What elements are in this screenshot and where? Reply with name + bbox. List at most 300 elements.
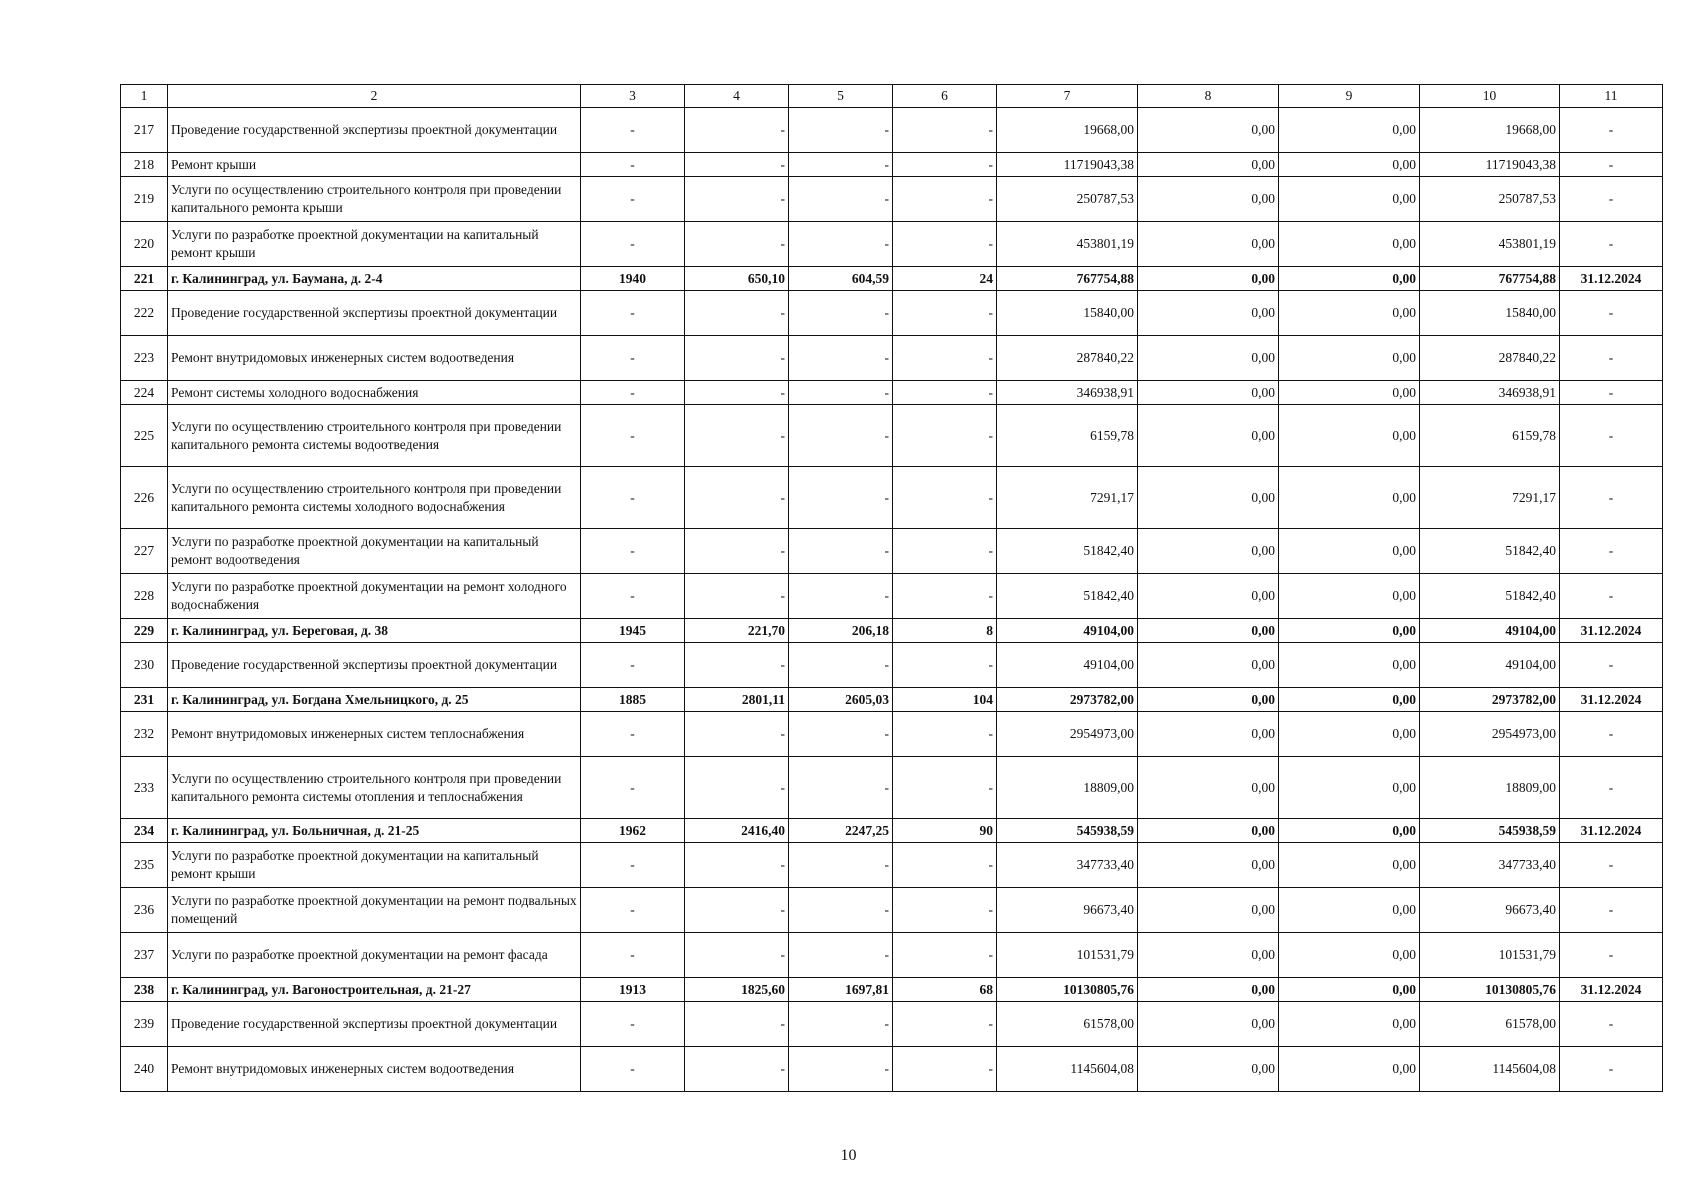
cell-col8: 0,00	[1138, 712, 1279, 757]
cell-col6: -	[893, 405, 997, 467]
item-name: Услуги по осуществлению строительного контроля при проведении капитального ремонта системы холодного водоснабжения	[168, 467, 581, 529]
cell-col8: 0,00	[1138, 843, 1279, 888]
cell-col6: -	[893, 1002, 997, 1047]
cell-col3: -	[581, 712, 685, 757]
cell-col4: -	[685, 177, 789, 222]
cell-col5: -	[789, 712, 893, 757]
cell-col6: -	[893, 574, 997, 619]
cell-col7: 767754,88	[997, 267, 1138, 291]
address-row	[121, 688, 1663, 712]
cell-col3: -	[581, 108, 685, 153]
cell-col8: 0,00	[1138, 267, 1279, 291]
cell-col3: -	[581, 336, 685, 381]
column-number-row	[121, 85, 1663, 108]
cell-col3: -	[581, 291, 685, 336]
address-row	[121, 819, 1663, 843]
cell-col6: 24	[893, 267, 997, 291]
item-name: Ремонт внутридомовых инженерных систем теплоснабжения	[168, 712, 581, 757]
cell-col4: -	[685, 888, 789, 933]
cell-col4: -	[685, 574, 789, 619]
cell-col10: 545938,59	[1420, 819, 1560, 843]
row-number: 236	[121, 888, 168, 933]
cell-col7: 18809,00	[997, 757, 1138, 819]
cell-col11: -	[1560, 108, 1663, 153]
cell-col9: 0,00	[1279, 757, 1420, 819]
cell-col10: 7291,17	[1420, 467, 1560, 529]
cell-col9: 0,00	[1279, 336, 1420, 381]
cell-col6: -	[893, 757, 997, 819]
cell-col5: 2247,25	[789, 819, 893, 843]
cell-col11: -	[1560, 529, 1663, 574]
column-number-header: 3	[581, 85, 685, 108]
cell-col5: -	[789, 177, 893, 222]
cell-col7: 49104,00	[997, 619, 1138, 643]
cell-col10: 347733,40	[1420, 843, 1560, 888]
table-row	[121, 1002, 1663, 1047]
cell-col11: -	[1560, 467, 1663, 529]
table-row	[121, 108, 1663, 153]
item-name: г. Калининград, ул. Вагоностроительная, д. 21-27	[168, 978, 581, 1002]
table-row	[121, 529, 1663, 574]
cell-col5: -	[789, 1002, 893, 1047]
cell-col9: 0,00	[1279, 688, 1420, 712]
cell-col8: 0,00	[1138, 381, 1279, 405]
cell-col9: 0,00	[1279, 405, 1420, 467]
item-name: г. Калининград, ул. Баумана, д. 2-4	[168, 267, 581, 291]
cell-col4: -	[685, 529, 789, 574]
column-number-header: 1	[121, 85, 168, 108]
cell-col11: -	[1560, 381, 1663, 405]
cell-col11: -	[1560, 405, 1663, 467]
cell-col11: -	[1560, 712, 1663, 757]
item-name: Услуги по разработке проектной документации на капитальный ремонт крыши	[168, 222, 581, 267]
cell-col7: 250787,53	[997, 177, 1138, 222]
table-row	[121, 888, 1663, 933]
row-number: 222	[121, 291, 168, 336]
cell-col5: -	[789, 1047, 893, 1092]
page-number: 10	[840, 1147, 857, 1164]
cell-col6: -	[893, 529, 997, 574]
table-row	[121, 467, 1663, 529]
cell-col8: 0,00	[1138, 619, 1279, 643]
cell-col8: 0,00	[1138, 291, 1279, 336]
cell-col4: 221,70	[685, 619, 789, 643]
cell-col3: -	[581, 574, 685, 619]
cell-col5: -	[789, 291, 893, 336]
row-number: 218	[121, 153, 168, 177]
cell-col3: -	[581, 643, 685, 688]
cell-col10: 250787,53	[1420, 177, 1560, 222]
cell-col11: 31.12.2024	[1560, 267, 1663, 291]
cell-col6: -	[893, 467, 997, 529]
table-row	[121, 933, 1663, 978]
cell-col4: -	[685, 336, 789, 381]
cell-col7: 545938,59	[997, 819, 1138, 843]
cell-col9: 0,00	[1279, 843, 1420, 888]
cell-col10: 101531,79	[1420, 933, 1560, 978]
cell-col3: 1962	[581, 819, 685, 843]
table-body	[121, 108, 1663, 1092]
item-name: Ремонт внутридомовых инженерных систем водоотведения	[168, 1047, 581, 1092]
cell-col6: -	[893, 643, 997, 688]
column-number-header: 11	[1560, 85, 1663, 108]
cell-col4: -	[685, 757, 789, 819]
cell-col8: 0,00	[1138, 467, 1279, 529]
cell-col9: 0,00	[1279, 153, 1420, 177]
item-name: Услуги по разработке проектной документации на ремонт фасада	[168, 933, 581, 978]
row-number: 219	[121, 177, 168, 222]
cell-col3: -	[581, 153, 685, 177]
cell-col4: 1825,60	[685, 978, 789, 1002]
cell-col5: -	[789, 529, 893, 574]
table-row	[121, 1047, 1663, 1092]
cell-col4: 2416,40	[685, 819, 789, 843]
row-number: 235	[121, 843, 168, 888]
cell-col9: 0,00	[1279, 933, 1420, 978]
table-row	[121, 222, 1663, 267]
cell-col9: 0,00	[1279, 381, 1420, 405]
row-number: 240	[121, 1047, 168, 1092]
cell-col5: -	[789, 381, 893, 405]
column-number-header: 4	[685, 85, 789, 108]
cell-col5: 1697,81	[789, 978, 893, 1002]
cell-col10: 51842,40	[1420, 574, 1560, 619]
row-number: 217	[121, 108, 168, 153]
cell-col7: 49104,00	[997, 643, 1138, 688]
cell-col9: 0,00	[1279, 529, 1420, 574]
item-name: Услуги по осуществлению строительного контроля при проведении капитального ремонта системы отопления и теплоснабжения	[168, 757, 581, 819]
cell-col9: 0,00	[1279, 467, 1420, 529]
cell-col4: -	[685, 108, 789, 153]
row-number: 233	[121, 757, 168, 819]
cell-col9: 0,00	[1279, 888, 1420, 933]
cell-col11: -	[1560, 1047, 1663, 1092]
cell-col7: 347733,40	[997, 843, 1138, 888]
cell-col10: 61578,00	[1420, 1002, 1560, 1047]
cell-col5: -	[789, 405, 893, 467]
cell-col6: -	[893, 933, 997, 978]
cell-col11: -	[1560, 336, 1663, 381]
cell-col3: -	[581, 757, 685, 819]
cell-col3: -	[581, 1002, 685, 1047]
item-name: Ремонт внутридомовых инженерных систем водоотведения	[168, 336, 581, 381]
cell-col9: 0,00	[1279, 619, 1420, 643]
cell-col8: 0,00	[1138, 933, 1279, 978]
column-number-header: 9	[1279, 85, 1420, 108]
column-number-header: 6	[893, 85, 997, 108]
cell-col9: 0,00	[1279, 222, 1420, 267]
cell-col8: 0,00	[1138, 108, 1279, 153]
cell-col11: -	[1560, 291, 1663, 336]
cell-col8: 0,00	[1138, 529, 1279, 574]
cell-col10: 6159,78	[1420, 405, 1560, 467]
cell-col6: 104	[893, 688, 997, 712]
cell-col8: 0,00	[1138, 819, 1279, 843]
item-name: Услуги по разработке проектной документации на капитальный ремонт крыши	[168, 843, 581, 888]
item-name: Проведение государственной экспертизы проектной документации	[168, 643, 581, 688]
cell-col9: 0,00	[1279, 819, 1420, 843]
cell-col4: -	[685, 222, 789, 267]
cell-col11: 31.12.2024	[1560, 819, 1663, 843]
item-name: Проведение государственной экспертизы проектной документации	[168, 1002, 581, 1047]
item-name: г. Калининград, ул. Богдана Хмельницкого, д. 25	[168, 688, 581, 712]
cell-col9: 0,00	[1279, 1047, 1420, 1092]
cell-col8: 0,00	[1138, 1002, 1279, 1047]
cell-col11: -	[1560, 888, 1663, 933]
cell-col5: 206,18	[789, 619, 893, 643]
cell-col11: -	[1560, 153, 1663, 177]
cell-col3: 1885	[581, 688, 685, 712]
row-number: 227	[121, 529, 168, 574]
cell-col7: 287840,22	[997, 336, 1138, 381]
cell-col10: 346938,91	[1420, 381, 1560, 405]
cell-col6: 68	[893, 978, 997, 1002]
cell-col6: -	[893, 336, 997, 381]
column-number-header: 5	[789, 85, 893, 108]
cell-col3: -	[581, 381, 685, 405]
cell-col10: 1145604,08	[1420, 1047, 1560, 1092]
cell-col10: 51842,40	[1420, 529, 1560, 574]
table-row	[121, 153, 1663, 177]
cell-col10: 96673,40	[1420, 888, 1560, 933]
column-number-header: 10	[1420, 85, 1560, 108]
cell-col8: 0,00	[1138, 688, 1279, 712]
cell-col11: 31.12.2024	[1560, 978, 1663, 1002]
cell-col9: 0,00	[1279, 291, 1420, 336]
cell-col10: 49104,00	[1420, 619, 1560, 643]
cell-col6: -	[893, 1047, 997, 1092]
cell-col8: 0,00	[1138, 336, 1279, 381]
cell-col5: 604,59	[789, 267, 893, 291]
cell-col7: 11719043,38	[997, 153, 1138, 177]
cell-col3: -	[581, 177, 685, 222]
table-row	[121, 381, 1663, 405]
cell-col7: 10130805,76	[997, 978, 1138, 1002]
cell-col4: -	[685, 153, 789, 177]
cell-col10: 287840,22	[1420, 336, 1560, 381]
cell-col7: 2973782,00	[997, 688, 1138, 712]
cell-col6: -	[893, 712, 997, 757]
cell-col9: 0,00	[1279, 267, 1420, 291]
table-row	[121, 757, 1663, 819]
cell-col7: 15840,00	[997, 291, 1138, 336]
cell-col6: -	[893, 381, 997, 405]
cell-col11: -	[1560, 643, 1663, 688]
cell-col11: -	[1560, 222, 1663, 267]
cell-col3: 1945	[581, 619, 685, 643]
cell-col6: -	[893, 843, 997, 888]
cell-col5: -	[789, 153, 893, 177]
cell-col7: 2954973,00	[997, 712, 1138, 757]
cell-col4: -	[685, 381, 789, 405]
cell-col7: 453801,19	[997, 222, 1138, 267]
cell-col9: 0,00	[1279, 978, 1420, 1002]
cell-col8: 0,00	[1138, 643, 1279, 688]
item-name: Услуги по осуществлению строительного контроля при проведении капитального ремонта крыши	[168, 177, 581, 222]
cell-col11: -	[1560, 843, 1663, 888]
cell-col10: 2954973,00	[1420, 712, 1560, 757]
cell-col4: -	[685, 933, 789, 978]
row-number: 230	[121, 643, 168, 688]
cell-col10: 11719043,38	[1420, 153, 1560, 177]
cell-col8: 0,00	[1138, 153, 1279, 177]
item-name: Ремонт системы холодного водоснабжения	[168, 381, 581, 405]
row-number: 220	[121, 222, 168, 267]
row-number: 226	[121, 467, 168, 529]
table-row	[121, 291, 1663, 336]
item-name: Ремонт крыши	[168, 153, 581, 177]
cell-col8: 0,00	[1138, 757, 1279, 819]
cell-col4: -	[685, 843, 789, 888]
table-row	[121, 574, 1663, 619]
row-number: 228	[121, 574, 168, 619]
cell-col7: 51842,40	[997, 529, 1138, 574]
cell-col5: -	[789, 933, 893, 978]
cell-col11: 31.12.2024	[1560, 688, 1663, 712]
cell-col11: -	[1560, 574, 1663, 619]
item-name: г. Калининград, ул. Береговая, д. 38	[168, 619, 581, 643]
cell-col9: 0,00	[1279, 108, 1420, 153]
cell-col9: 0,00	[1279, 643, 1420, 688]
table-row	[121, 643, 1663, 688]
works-table	[120, 84, 1663, 1092]
cell-col3: -	[581, 467, 685, 529]
cell-col6: -	[893, 153, 997, 177]
cell-col10: 49104,00	[1420, 643, 1560, 688]
cell-col7: 101531,79	[997, 933, 1138, 978]
cell-col9: 0,00	[1279, 1002, 1420, 1047]
cell-col3: -	[581, 933, 685, 978]
cell-col4: -	[685, 405, 789, 467]
cell-col5: -	[789, 574, 893, 619]
cell-col7: 6159,78	[997, 405, 1138, 467]
cell-col3: -	[581, 1047, 685, 1092]
cell-col4: -	[685, 643, 789, 688]
cell-col5: -	[789, 843, 893, 888]
cell-col8: 0,00	[1138, 978, 1279, 1002]
cell-col10: 453801,19	[1420, 222, 1560, 267]
row-number: 229	[121, 619, 168, 643]
cell-col6: -	[893, 291, 997, 336]
row-number: 239	[121, 1002, 168, 1047]
cell-col4: -	[685, 712, 789, 757]
item-name: Проведение государственной экспертизы проектной документации	[168, 108, 581, 153]
cell-col11: -	[1560, 177, 1663, 222]
table-row	[121, 336, 1663, 381]
cell-col7: 51842,40	[997, 574, 1138, 619]
cell-col9: 0,00	[1279, 177, 1420, 222]
cell-col7: 7291,17	[997, 467, 1138, 529]
cell-col5: 2605,03	[789, 688, 893, 712]
row-number: 238	[121, 978, 168, 1002]
cell-col10: 19668,00	[1420, 108, 1560, 153]
cell-col8: 0,00	[1138, 177, 1279, 222]
item-name: Услуги по разработке проектной документации на капитальный ремонт водоотведения	[168, 529, 581, 574]
row-number: 231	[121, 688, 168, 712]
cell-col6: 8	[893, 619, 997, 643]
item-name: Услуги по разработке проектной документации на ремонт подвальных помещений	[168, 888, 581, 933]
cell-col7: 19668,00	[997, 108, 1138, 153]
cell-col3: 1940	[581, 267, 685, 291]
cell-col10: 767754,88	[1420, 267, 1560, 291]
cell-col4: 2801,11	[685, 688, 789, 712]
cell-col6: 90	[893, 819, 997, 843]
cell-col10: 18809,00	[1420, 757, 1560, 819]
row-number: 234	[121, 819, 168, 843]
cell-col5: -	[789, 467, 893, 529]
cell-col4: 650,10	[685, 267, 789, 291]
cell-col4: -	[685, 1047, 789, 1092]
cell-col4: -	[685, 1002, 789, 1047]
cell-col9: 0,00	[1279, 574, 1420, 619]
table-row	[121, 712, 1663, 757]
cell-col8: 0,00	[1138, 888, 1279, 933]
row-number: 223	[121, 336, 168, 381]
cell-col5: -	[789, 108, 893, 153]
cell-col3: -	[581, 888, 685, 933]
cell-col11: 31.12.2024	[1560, 619, 1663, 643]
cell-col7: 61578,00	[997, 1002, 1138, 1047]
row-number: 224	[121, 381, 168, 405]
cell-col5: -	[789, 222, 893, 267]
row-number: 221	[121, 267, 168, 291]
row-number: 232	[121, 712, 168, 757]
cell-col10: 10130805,76	[1420, 978, 1560, 1002]
address-row	[121, 619, 1663, 643]
cell-col11: -	[1560, 1002, 1663, 1047]
table-row	[121, 843, 1663, 888]
address-row	[121, 978, 1663, 1002]
cell-col11: -	[1560, 933, 1663, 978]
cell-col8: 0,00	[1138, 222, 1279, 267]
table-row	[121, 405, 1663, 467]
cell-col7: 346938,91	[997, 381, 1138, 405]
cell-col6: -	[893, 222, 997, 267]
cell-col8: 0,00	[1138, 1047, 1279, 1092]
cell-col7: 96673,40	[997, 888, 1138, 933]
column-number-header: 7	[997, 85, 1138, 108]
item-name: Услуги по осуществлению строительного контроля при проведении капитального ремонта системы водоотведения	[168, 405, 581, 467]
address-row	[121, 267, 1663, 291]
cell-col3: -	[581, 529, 685, 574]
cell-col11: -	[1560, 757, 1663, 819]
cell-col6: -	[893, 108, 997, 153]
cell-col9: 0,00	[1279, 712, 1420, 757]
item-name: Проведение государственной экспертизы проектной документации	[168, 291, 581, 336]
item-name: Услуги по разработке проектной документации на ремонт холодного водоснабжения	[168, 574, 581, 619]
column-number-header: 2	[168, 85, 581, 108]
item-name: г. Калининград, ул. Больничная, д. 21-25	[168, 819, 581, 843]
cell-col8: 0,00	[1138, 405, 1279, 467]
cell-col6: -	[893, 177, 997, 222]
cell-col3: -	[581, 405, 685, 467]
cell-col5: -	[789, 757, 893, 819]
cell-col10: 2973782,00	[1420, 688, 1560, 712]
cell-col8: 0,00	[1138, 574, 1279, 619]
cell-col5: -	[789, 888, 893, 933]
column-number-header: 8	[1138, 85, 1279, 108]
table-row	[121, 177, 1663, 222]
row-number: 237	[121, 933, 168, 978]
row-number: 225	[121, 405, 168, 467]
cell-col3: -	[581, 843, 685, 888]
cell-col5: -	[789, 643, 893, 688]
cell-col4: -	[685, 291, 789, 336]
cell-col3: 1913	[581, 978, 685, 1002]
cell-col7: 1145604,08	[997, 1047, 1138, 1092]
cell-col3: -	[581, 222, 685, 267]
cell-col5: -	[789, 336, 893, 381]
